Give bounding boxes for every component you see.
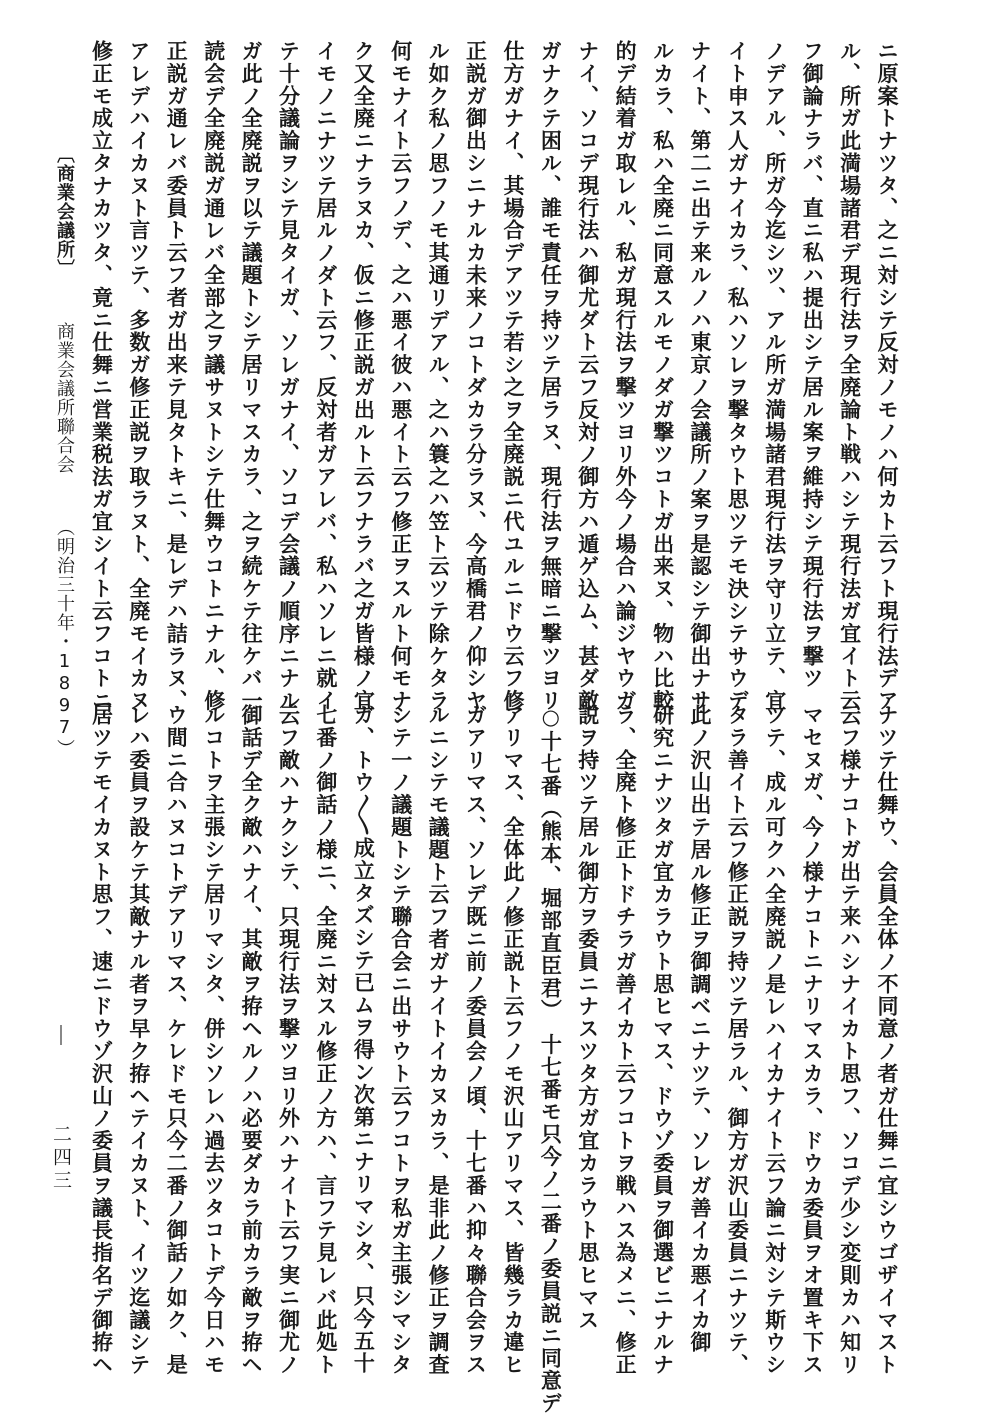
text-column: 御話デ全ク敵ハナイ、其敵ヲ拵ヘルノハ必要ダカラ前カラ敵ヲ拵ヘ — [239, 704, 265, 1376]
text-column: 七番ノ御話ノ様ニ、全廃ニ対スル修正ノ方ハ、言フテ見レバ此処ト — [313, 704, 339, 1376]
text-column: 居ツテモイカヌト思フ、速ニドウゾ沢山ノ委員ヲ議長指名デ御拵ヘ — [89, 704, 115, 1376]
text-column: ウ間ニ合ハヌコトデアリマス、ケレドモ只今二番ノ御話ノ如ク、是 — [164, 704, 190, 1376]
text-column: 仕方ガナイ、其場合デアツテ若シ之ヲ全廃説ニ代ユルニドウ云フ修 — [500, 40, 526, 712]
lower-text-block — [89, 704, 906, 1414]
text-column: 読会デ全廃説ガ通レバ全部之ヲ議サヌトシテ仕舞ウコトニナル、修 — [201, 40, 227, 712]
text-column: ガアリマス、ソレデ既ニ前ノ委員会ノ頃、十七番ハ抑々聯合会ヲス — [463, 704, 489, 1376]
running-head-section: 〔商業会議所〕 — [54, 145, 75, 278]
text-column: ク又全廃ニナラヌカ、仮ニ修正説ガ出ルト云フナラバ之ガ皆様ノ宜 — [351, 40, 377, 712]
text-column: フ御論ナラバ、直ニ私ハ提出シテ居ル案ヲ維持シテ現行法ヲ撃ツ — [800, 40, 826, 690]
text-column: イモノニナツテ居ルノダト云フ、反対者ガアレバ、私ハソレニ就イ — [313, 40, 339, 712]
text-column: 研究ニナツタガ宜カラウト思ヒマス、ドウゾ委員ヲ御選ビニナルナ — [650, 704, 676, 1376]
text-column: シテ一ノ議題トシテ聯合会ニ出サウト云フコトヲ私ガ主張シマシタ — [388, 704, 414, 1376]
upper-text-block — [89, 40, 906, 712]
text-column: ガナクテ困ル、誰モ責任ヲ持ツテ居ラヌ、現行法ヲ無暗ニ撃ツヨリ — [538, 40, 564, 712]
running-head-date: （明治三十年・1897） — [54, 518, 75, 758]
text-column: ニ原案トナツタ、之ニ対シテ反対ノモノハ何カト云フト現行法デア — [875, 40, 900, 712]
text-column: アリマス、全体此ノ修正説ト云フノモ沢山アリマス、皆幾ラカ違ヒ — [500, 704, 526, 1376]
text-column: ルカラ、私ハ全廃ニ同意スルモノダガ撃ツコトガ出来ヌ、物ハ比較 — [650, 40, 676, 712]
text-column: ツテ、成ル可クハ全廃説ノ是レハイカナイト云フ論ニ対シテ斯ウシ — [762, 704, 788, 1376]
text-column: ガ此ノ全廃説ヲ以テ議題トシテ居リマスカラ、之ヲ続ケテ往ケバ一 — [239, 40, 265, 712]
text-column: レハ委員ヲ設ケテ其敵ナル者ヲ早ク拵ヘテイカヌト、イツ迄議シテ — [126, 704, 152, 1376]
text-column: ナイ、ソコデ現行法ハ御尤ダト云フ反対ノ御方ハ遁ゲ込ム、甚ダ敵 — [575, 40, 601, 712]
text-column: 云フ敵ハナクシテ、只現行法ヲ撃ツヨリ外ハナイト云フ実ニ御尤ノ — [276, 704, 302, 1376]
text-column: イト申ス人ガナイカラ、私ハソレヲ撃タウト思ツテモ決シテサウデ — [725, 40, 751, 712]
text-column: 正説ガ御出シニナルカ未来ノコトダカラ分ラヌ、今高橋君ノ仰シヤ — [463, 40, 489, 712]
text-column: ナイト、第二ニ出テ来ルノハ東京ノ会議所ノ案ヲ是認シテ御出ナサ — [687, 40, 713, 712]
text-column: アレデハイカヌト言ツテ、多数ガ修正説ヲ取ラヌト、全廃モイカヌ — [126, 40, 152, 712]
text-column: 此ノ沢山出テ居ル修正ヲ御調ベニナツテ、ソレガ善イカ悪イカ御 — [687, 704, 713, 1354]
text-column: マセヌガ、今ノ様ナコトニナリマスカラ、ドウカ委員ヲオ置キ下ス — [800, 704, 826, 1376]
text-column: 正説ガ通レバ委員ト云フ者ガ出来テ見タトキニ、是レデハ詰ラヌ、 — [164, 40, 190, 712]
text-column: 云フ様ナコトガ出テ来ハシナイカト思フ、ソコデ少シ変則カハ知リ — [837, 704, 863, 1376]
text-column: ノデアル、所ガ今迄シツ、アル所ガ満場諸君現行法ヲ守リ立テ、宜 — [762, 40, 788, 712]
margin-mark — [60, 1025, 62, 1045]
text-column: ル、所ガ此満場諸君デ現行法ヲ全廃論ト戦ハシテ現行法ガ宜イト云 — [837, 40, 863, 712]
text-column: ガ、トウ〳〵成立タズシテ已ムヲ得ン次第ニナリマシタ、只今五十 — [351, 704, 377, 1375]
text-column: 何モナイト云フノデ、之ハ悪イ彼ハ悪イト云フ修正ヲスルト何モナ — [388, 40, 414, 712]
text-column: ルニシテモ議題ト云フ者ガナイトイカヌカラ、是非此ノ修正ヲ調査 — [426, 704, 452, 1376]
text-column: 説ヲ持ツテ居ル御方ヲ委員ニナスツタ方ガ宜カラウト思ヒマス — [575, 704, 601, 1332]
page-number: 二四三 — [50, 1124, 72, 1193]
speaker-column: ○十七番（熊本、堀部直臣君） 十七番モ只今ノ二番ノ委員説ニ同意デ — [538, 704, 564, 1414]
text-column: ルコトヲ主張シテ居リマシタ、併シソレハ過去ツタコトデ今日ハモ — [201, 704, 227, 1376]
running-head — [47, 145, 77, 758]
text-column: ル如ク私ノ思フノモ其通リデアル、之ハ簑之ハ笠ト云ツテ除ケタラ — [426, 40, 452, 712]
text-column: 修正モ成立タナカツタ、竟ニ仕舞ニ営業税法ガ宜シイト云フコトニ — [89, 40, 115, 712]
running-head-title: 商業会議所聯合会 — [54, 322, 75, 474]
text-column: タラ善イト云フ修正説ヲ持ツテ居ラル、御方ガ沢山委員ニナツテ、 — [725, 704, 751, 1376]
text-column: ナツテ仕舞ウ、会員全体ノ不同意ノ者ガ仕舞ニ宜シウゴザイマスト — [875, 704, 900, 1376]
text-column: テ十分議論ヲシテ見タイガ、ソレガナイ、ソコデ会議ノ順序ニナル — [276, 40, 302, 712]
text-column: 的デ結着ガ取レル、私ガ現行法ヲ撃ツヨリ外今ノ場合ハ論ジヤウガ — [613, 40, 639, 712]
text-column: ラ、全廃ト修正トドチラガ善イカト云フコトヲ戦ハス為メニ、修正 — [613, 704, 639, 1376]
